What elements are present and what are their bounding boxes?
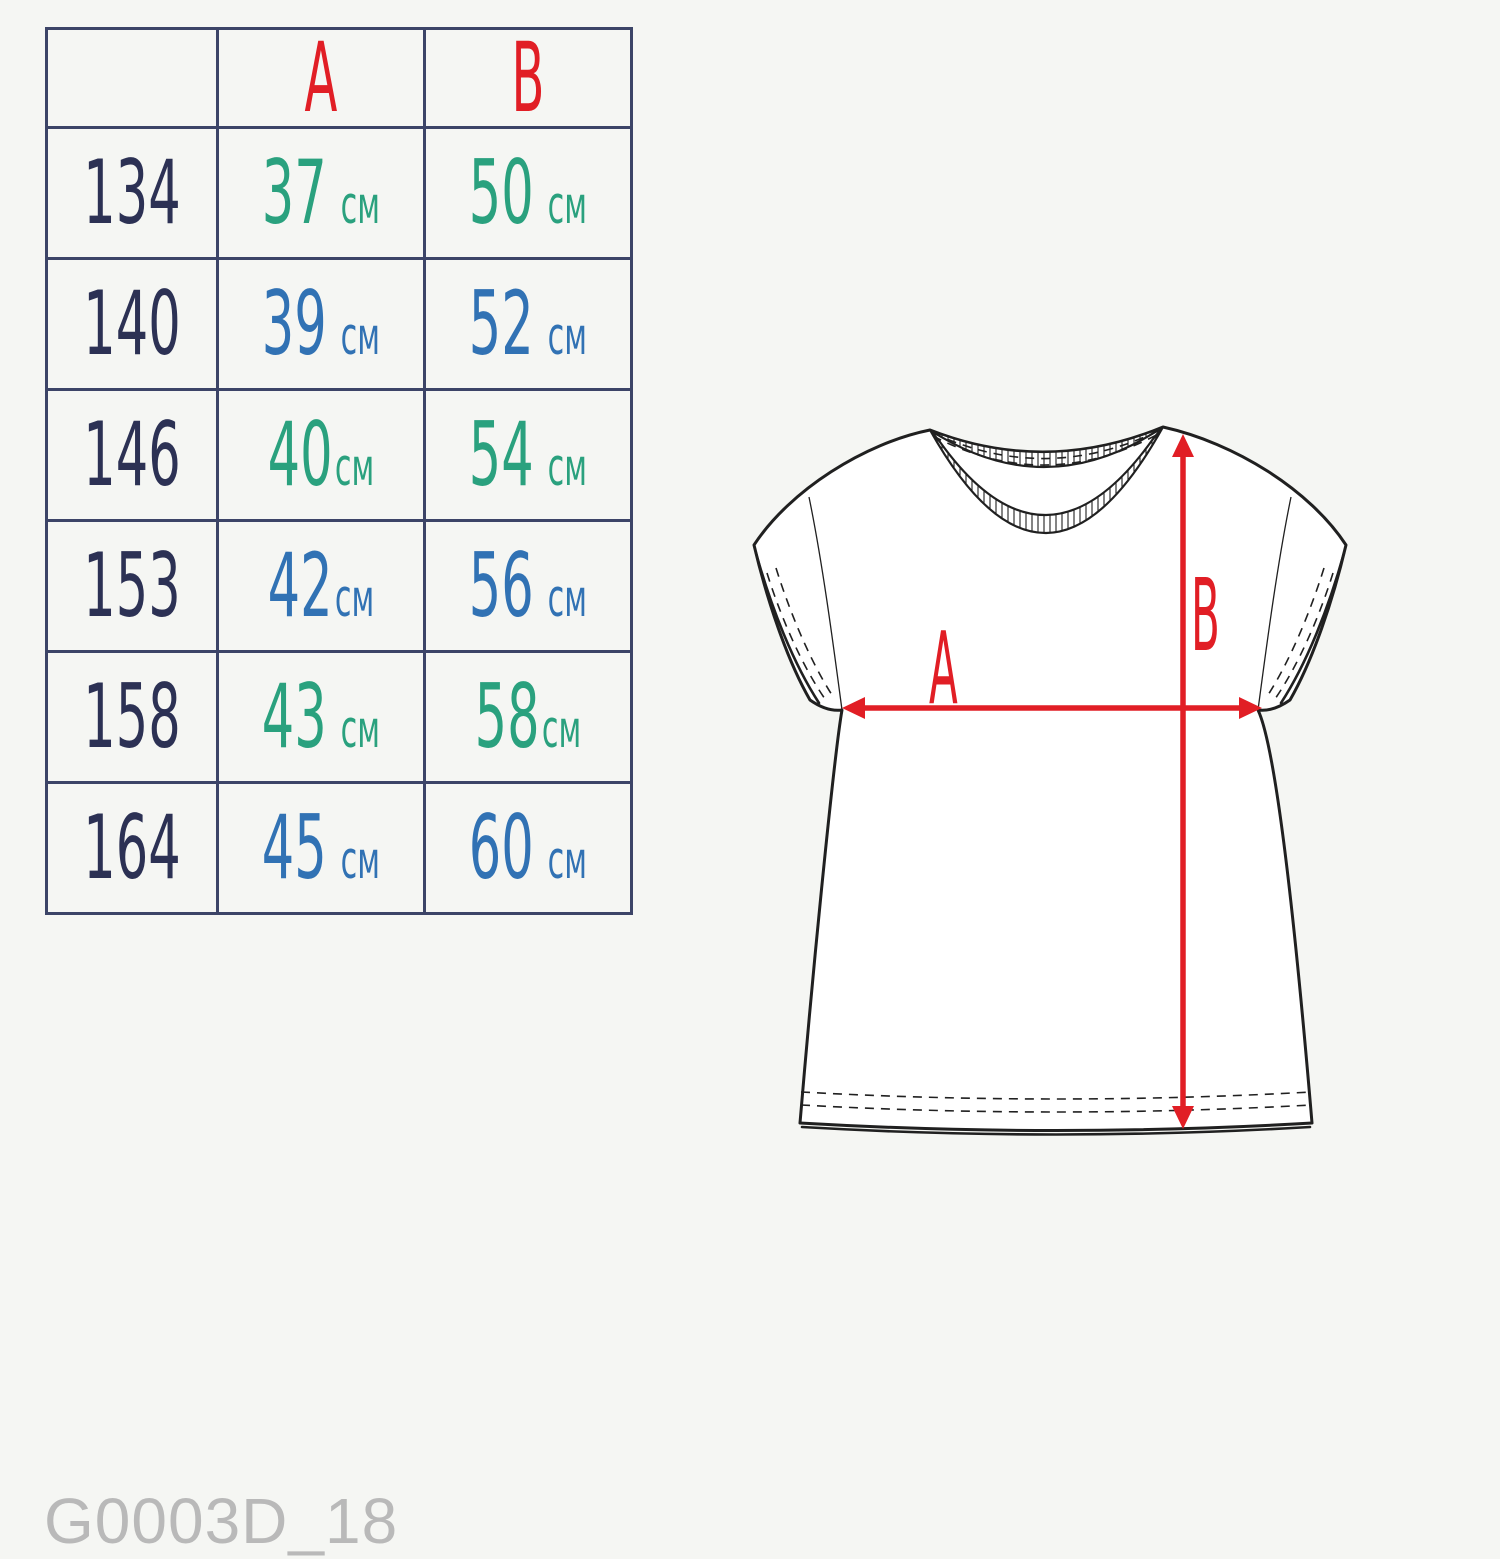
unit-a: см (340, 307, 380, 367)
value-b: 60 (468, 796, 534, 899)
table-row (47, 390, 632, 521)
header-a-label: A (304, 22, 338, 134)
unit-b: см (547, 307, 587, 367)
table-row (47, 652, 632, 783)
size-table (45, 22, 633, 915)
unit-b: см (547, 569, 587, 629)
value-cell-a (217, 128, 424, 259)
value-a: 43 (261, 665, 327, 768)
size-label: 158 (83, 665, 181, 768)
unit-a: см (340, 831, 380, 891)
value-cell-b (424, 259, 631, 390)
size-label: 153 (83, 534, 181, 637)
header-b-label: B (511, 22, 545, 134)
unit-a: см (340, 700, 380, 760)
unit-b: см (547, 438, 587, 498)
unit-a: см (334, 438, 375, 498)
value-cell-b (424, 128, 631, 259)
size-label: 164 (83, 796, 181, 899)
value-b: 50 (468, 141, 534, 244)
unit-b: см (547, 831, 587, 891)
header-cell-b (424, 22, 631, 134)
value-b: 54 (468, 403, 534, 506)
size-cell (47, 783, 218, 914)
value-a: 45 (261, 796, 327, 899)
size-label: 134 (83, 141, 181, 244)
value-cell-a (217, 652, 424, 783)
size-cell (47, 521, 218, 652)
table-row (47, 783, 632, 914)
value-a: 39 (261, 272, 327, 375)
header-cell-a (217, 22, 424, 134)
size-cell (47, 259, 218, 390)
table-header-row (47, 29, 632, 128)
value-cell-a (217, 521, 424, 652)
size-label: 140 (83, 272, 181, 375)
value-b: 58 (474, 665, 540, 768)
value-cell-b (424, 783, 631, 914)
table-row (47, 521, 632, 652)
value-cell-a (217, 259, 424, 390)
length-label-b: B (1191, 558, 1220, 675)
value-cell-b (424, 521, 631, 652)
size-label: 146 (83, 403, 181, 506)
tshirt-measurement-diagram (735, 405, 1375, 1165)
value-cell-b (424, 390, 631, 521)
table-row (47, 259, 632, 390)
value-b: 56 (468, 534, 534, 637)
unit-a: см (334, 569, 375, 629)
width-label-a: A (929, 611, 958, 728)
value-b: 52 (468, 272, 534, 375)
header-cell-size (47, 29, 218, 128)
value-a: 42 (267, 534, 333, 637)
value-cell-a (217, 390, 424, 521)
unit-a: см (340, 176, 380, 236)
value-a: 37 (261, 141, 327, 244)
tshirt-drawing (735, 405, 1375, 1165)
table-row (47, 128, 632, 259)
unit-b: см (541, 700, 581, 760)
artifact-code: G0003D_18 (44, 1485, 399, 1557)
value-a: 40 (267, 403, 333, 506)
size-cell (47, 128, 218, 259)
size-cell (47, 390, 218, 521)
value-cell-a (217, 783, 424, 914)
unit-b: см (547, 176, 587, 236)
value-cell-b (424, 652, 631, 783)
size-cell (47, 652, 218, 783)
